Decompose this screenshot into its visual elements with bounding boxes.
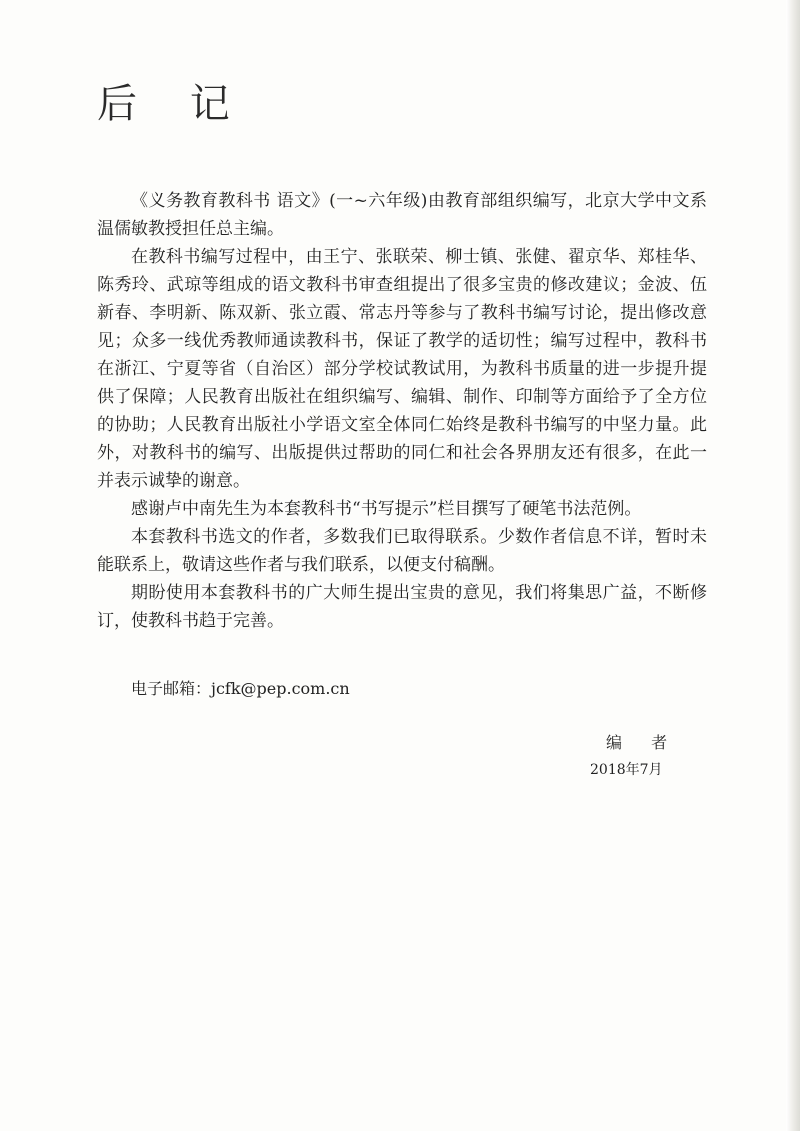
paragraph-feedback-request: 期盼使用本套教科书的广大师生提出宝贵的意见，我们将集思广益，不断修订，使教科书趋于完善。	[97, 583, 707, 631]
page-title: 后 记	[97, 81, 250, 127]
contact-email: 电子邮箱：jcfk@pep.com.cn	[131, 679, 350, 698]
page-edge-shadow	[786, 0, 800, 1131]
paragraph-calligraphy-thanks: 感谢卢中南先生为本套教科书“书写提示”栏目撰写了硬笔书法范例。	[131, 499, 642, 519]
afterword-body	[97, 187, 707, 635]
signature: 编 者	[606, 733, 680, 752]
paragraph-author-contact: 本套教科书选文的作者，多数我们已取得联系。少数作者信息不详，暂时未能联系上，敬请这些作者与我们联系，以便支付稿酬。	[97, 527, 707, 575]
paragraph-acknowledgements: 在教科书编写过程中，由王宁、张联荣、柳士镇、张健、翟京华、郑桂华、陈秀玲、武琼等组成的语文教科书审查组提出了很多宝贵的修改建议；金波、伍新春、李明新、陈双新、张立霞、常志丹等参与了教科书编写讨论，提出修改意见；众多一线优秀教师通读教科书，保证了教学的适切性；编写过程中，教科书在浙江、宁夏等省（自治区）部分学校试教试用，为教科书质量的进一步提升提供了保障；人民教育出版社在组织编写、编辑、制作、印制等方面给予了全方位的协助；人民教育出版社小学语文室全体同仁始终是教科书编写的中坚力量。此外，对教科书的编写、出版提供过帮助的同仁和社会各界朋友还有很多，在此一并表示诚挚的谢意。	[97, 247, 707, 491]
publication-date: 2018年7月	[590, 762, 663, 778]
paragraph-editors: 《义务教育教科书 语文》(一~六年级)由教育部组织编写，北京大学中文系温儒敏教授担任总主编。	[97, 191, 707, 239]
